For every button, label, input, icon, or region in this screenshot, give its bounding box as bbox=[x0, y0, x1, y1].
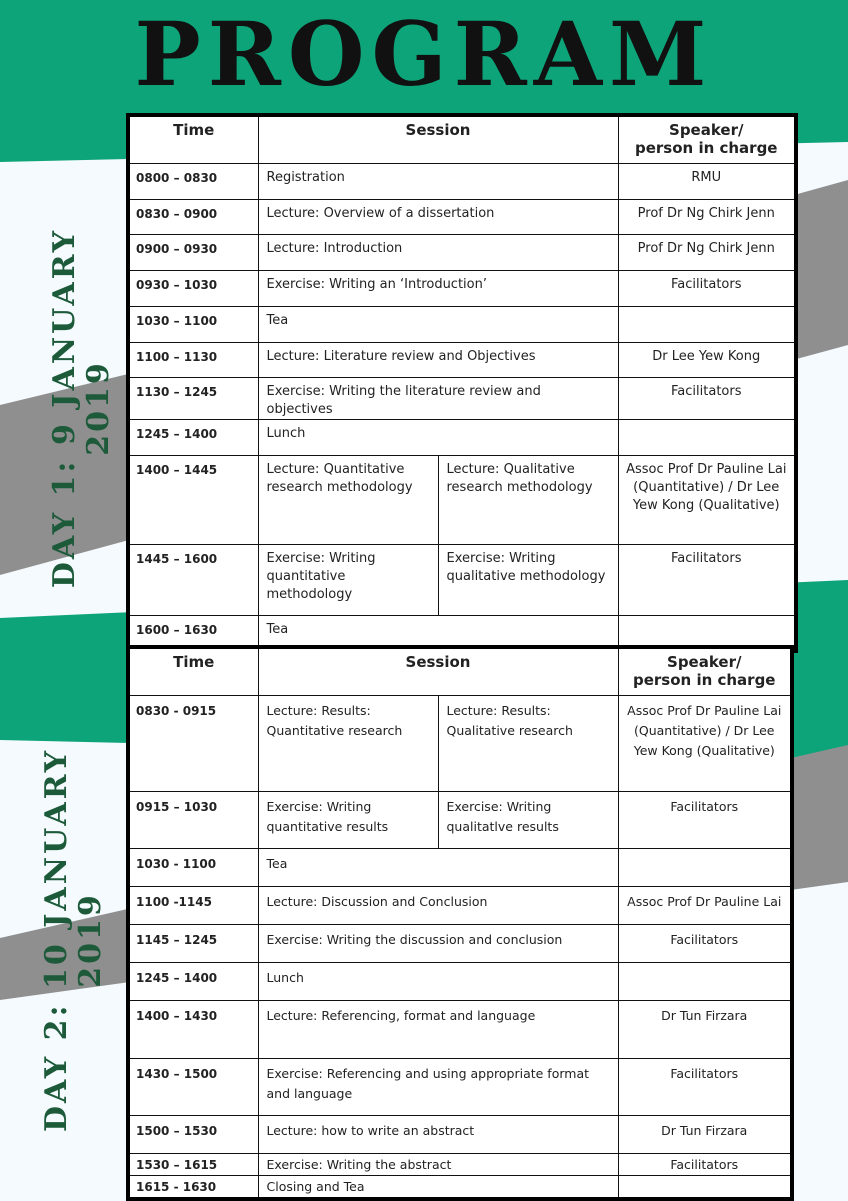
row-speaker: Facilitators bbox=[618, 270, 796, 306]
row-speaker: Assoc Prof Dr Pauline Lai bbox=[618, 886, 792, 924]
day2-label-line1: DAY 2: 10 JANUARY bbox=[39, 747, 74, 1133]
table-row bbox=[128, 342, 796, 377]
row-speaker: Facilitators bbox=[618, 544, 796, 615]
table-row bbox=[128, 377, 796, 419]
row-session-quantitative: Exercise: Writing quantitative results bbox=[258, 791, 438, 848]
row-time: 0830 – 0900 bbox=[128, 199, 258, 234]
row-speaker: Facilitators bbox=[618, 791, 792, 848]
row-session: Lecture: Literature review and Objectives bbox=[258, 342, 618, 377]
day2-label-line2: 2019 bbox=[73, 892, 108, 988]
row-speaker: Facilitators bbox=[618, 377, 796, 419]
speaker-header-line2: person in charge bbox=[633, 671, 776, 689]
row-speaker: Dr Tun Firzara bbox=[618, 1115, 792, 1153]
table-row bbox=[128, 791, 792, 848]
speaker-header-line1: Speaker/ bbox=[669, 121, 744, 139]
table-row bbox=[128, 848, 792, 886]
day2-schedule-table bbox=[126, 645, 794, 1201]
day1-schedule-table bbox=[126, 113, 798, 653]
table-row bbox=[128, 234, 796, 270]
table-row bbox=[128, 199, 796, 234]
speaker-header bbox=[618, 115, 796, 163]
table-row bbox=[128, 1058, 792, 1115]
row-session: Exercise: Writing the discussion and conclusion bbox=[258, 924, 618, 962]
row-session-quantitative: Lecture: Quantitative research methodology bbox=[258, 455, 438, 544]
row-session-quantitative: Exercise: Writing quantitative methodology bbox=[258, 544, 438, 615]
table-row bbox=[128, 1115, 792, 1153]
row-session: Exercise: Writing an ‘Introduction’ bbox=[258, 270, 618, 306]
row-time: 1245 – 1400 bbox=[128, 419, 258, 455]
page-title: PROGRAM bbox=[134, 2, 714, 106]
row-speaker: Dr Lee Yew Kong bbox=[618, 342, 796, 377]
row-time: 1615 - 1630 bbox=[128, 1175, 258, 1199]
row-session: Lecture: Referencing, format and language bbox=[258, 1000, 618, 1058]
row-speaker: Prof Dr Ng Chirk Jenn bbox=[618, 234, 796, 270]
row-session-qualitative: Lecture: Qualitative research methodology bbox=[438, 455, 618, 544]
day2-label bbox=[40, 730, 108, 1150]
day1-label-line2: 2019 bbox=[81, 360, 116, 456]
row-speaker: Assoc Prof Dr Pauline Lai (Quantitative) / Dr Lee Yew Kong (Qualitative) bbox=[618, 455, 796, 544]
table-row bbox=[128, 163, 796, 199]
row-time: 1430 – 1500 bbox=[128, 1058, 258, 1115]
row-session: Tea bbox=[258, 306, 618, 342]
row-session: Closing and Tea bbox=[258, 1175, 618, 1199]
row-time: 1100 – 1130 bbox=[128, 342, 258, 377]
day1-label-line1: DAY 1: 9 JANUARY bbox=[47, 227, 82, 589]
day1-label bbox=[48, 198, 116, 618]
row-session: Tea bbox=[258, 848, 618, 886]
row-time: 1500 – 1530 bbox=[128, 1115, 258, 1153]
table-row bbox=[128, 544, 796, 615]
speaker-header-line1: Speaker/ bbox=[667, 653, 742, 671]
table-row bbox=[128, 962, 792, 1000]
row-time: 1445 – 1600 bbox=[128, 544, 258, 615]
row-speaker: Facilitators bbox=[618, 1153, 792, 1175]
row-session-qualitative: Exercise: Writing qualitatlve results bbox=[438, 791, 618, 848]
table-row bbox=[128, 270, 796, 306]
row-time: 1100 -1145 bbox=[128, 886, 258, 924]
session-header: Session bbox=[258, 115, 618, 163]
row-speaker: Prof Dr Ng Chirk Jenn bbox=[618, 199, 796, 234]
table-row bbox=[128, 695, 792, 791]
row-session-qualitative: Exercise: Writing qualitative methodology bbox=[438, 544, 618, 615]
row-session: Lecture: Introduction bbox=[258, 234, 618, 270]
row-speaker: Dr Tun Firzara bbox=[618, 1000, 792, 1058]
table-row bbox=[128, 419, 796, 455]
row-time: 1600 – 1630 bbox=[128, 615, 258, 651]
row-session: Lecture: how to write an abstract bbox=[258, 1115, 618, 1153]
row-session-qualitative: Lecture: Results: Qualitative research bbox=[438, 695, 618, 791]
table-row bbox=[128, 1153, 792, 1175]
row-speaker bbox=[618, 848, 792, 886]
table-row bbox=[128, 306, 796, 342]
time-header: Time bbox=[128, 647, 258, 695]
row-time: 1400 – 1430 bbox=[128, 1000, 258, 1058]
row-session: Registration bbox=[258, 163, 618, 199]
row-session: Exercise: Writing the literature review and objectives bbox=[258, 377, 618, 419]
row-session: Lecture: Overview of a dissertation bbox=[258, 199, 618, 234]
row-time: 1030 – 1100 bbox=[128, 306, 258, 342]
row-time: 0915 – 1030 bbox=[128, 791, 258, 848]
row-session: Exercise: Writing the abstract bbox=[258, 1153, 618, 1175]
row-speaker bbox=[618, 306, 796, 342]
table-row bbox=[128, 455, 796, 544]
row-time: 0800 – 0830 bbox=[128, 163, 258, 199]
table-header-row bbox=[128, 115, 796, 163]
row-time: 1400 – 1445 bbox=[128, 455, 258, 544]
row-speaker bbox=[618, 1175, 792, 1199]
row-time: 1245 – 1400 bbox=[128, 962, 258, 1000]
row-time: 1145 – 1245 bbox=[128, 924, 258, 962]
table-row bbox=[128, 924, 792, 962]
row-session: Lunch bbox=[258, 419, 618, 455]
session-header: Session bbox=[258, 647, 618, 695]
row-speaker: RMU bbox=[618, 163, 796, 199]
row-speaker bbox=[618, 419, 796, 455]
row-speaker: Facilitators bbox=[618, 924, 792, 962]
row-session: Tea bbox=[258, 615, 618, 651]
row-speaker: Assoc Prof Dr Pauline Lai (Quantitative) / Dr Lee Yew Kong (Qualitative) bbox=[618, 695, 792, 791]
row-time: 0900 – 0930 bbox=[128, 234, 258, 270]
table-header-row bbox=[128, 647, 792, 695]
speaker-header-line2: person in charge bbox=[635, 139, 778, 157]
speaker-header bbox=[618, 647, 792, 695]
row-time: 1130 – 1245 bbox=[128, 377, 258, 419]
row-session: Lunch bbox=[258, 962, 618, 1000]
row-time: 0930 – 1030 bbox=[128, 270, 258, 306]
time-header: Time bbox=[128, 115, 258, 163]
table-row bbox=[128, 886, 792, 924]
row-session: Lecture: Discussion and Conclusion bbox=[258, 886, 618, 924]
table-row bbox=[128, 1000, 792, 1058]
row-session: Exercise: Referencing and using appropriate format and language bbox=[258, 1058, 618, 1115]
row-time: 1030 - 1100 bbox=[128, 848, 258, 886]
row-speaker bbox=[618, 962, 792, 1000]
row-session-quantitative: Lecture: Results: Quantitative research bbox=[258, 695, 438, 791]
row-speaker: Facilitators bbox=[618, 1058, 792, 1115]
table-row bbox=[128, 1175, 792, 1199]
row-time: 0830 - 0915 bbox=[128, 695, 258, 791]
row-time: 1530 – 1615 bbox=[128, 1153, 258, 1175]
